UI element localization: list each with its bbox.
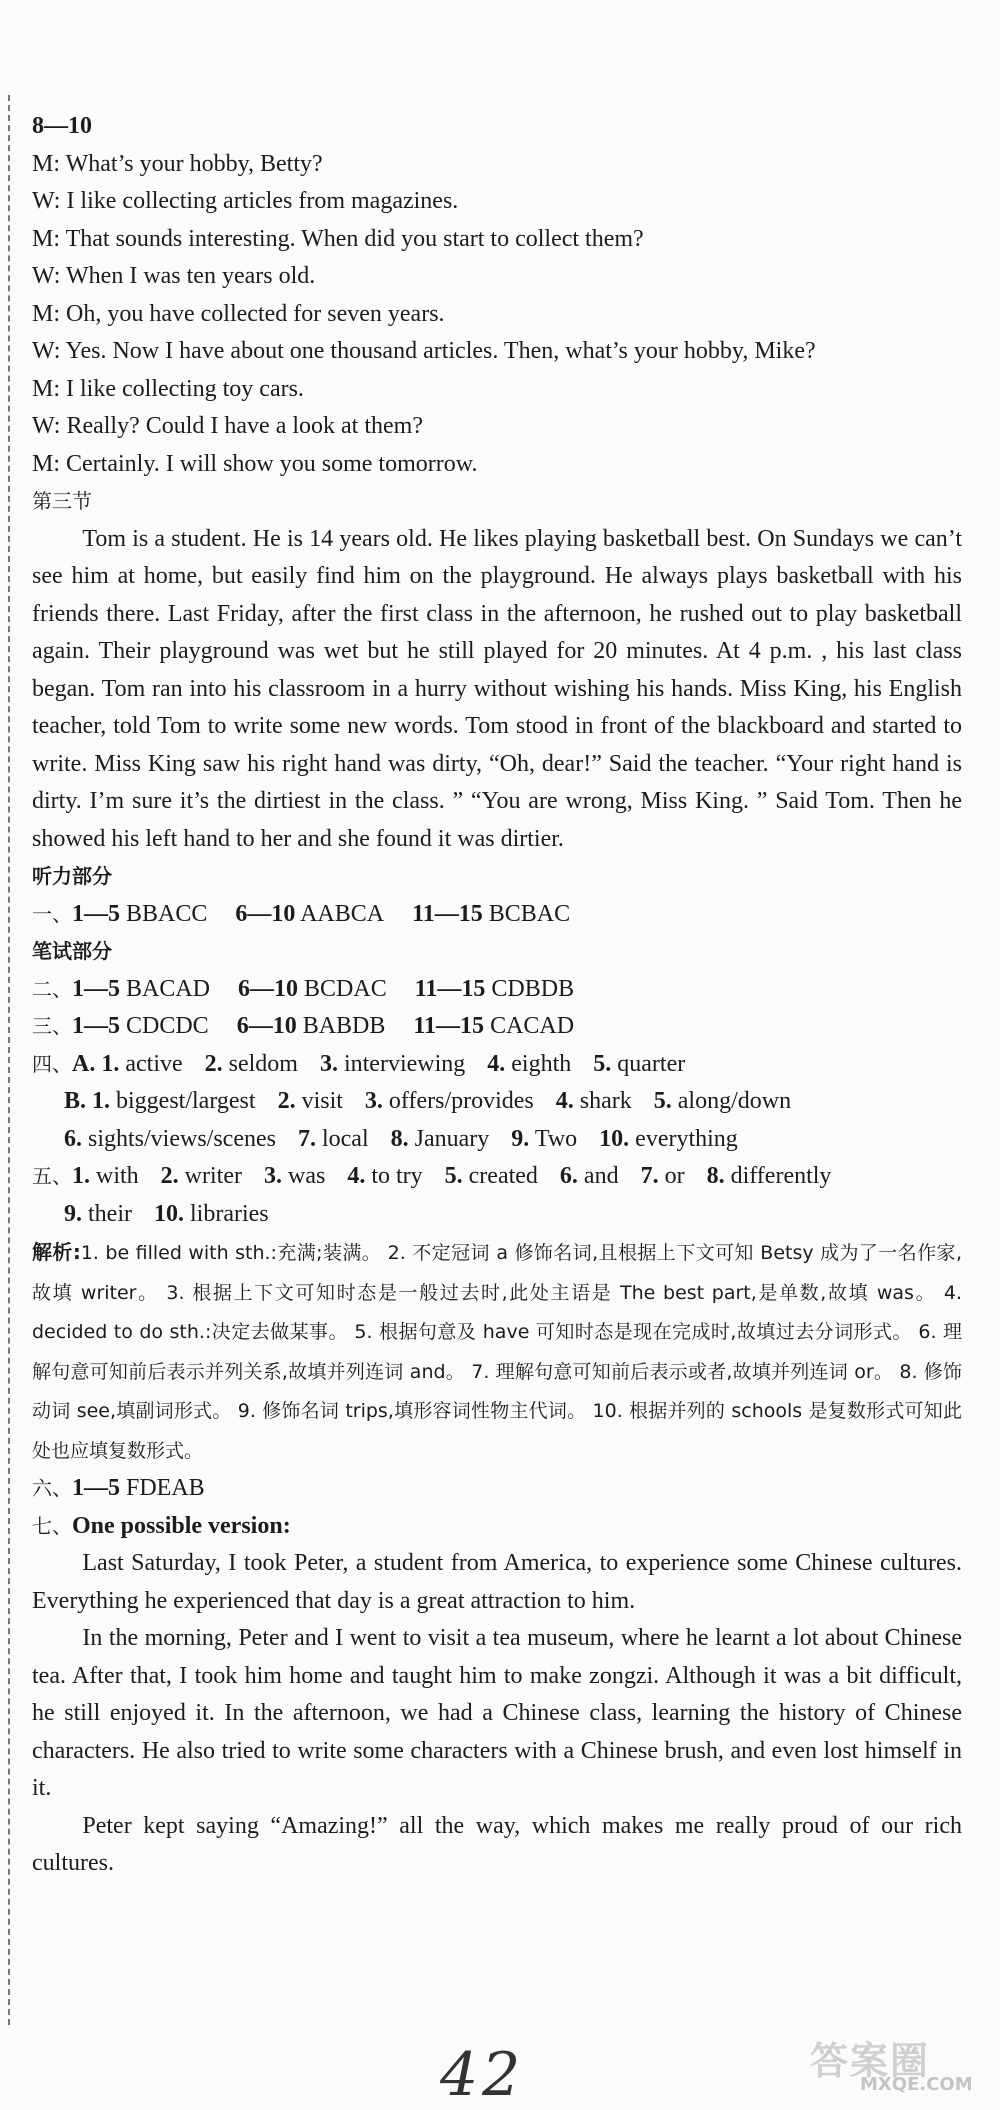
answer-item: 2. visit [277, 1088, 343, 1114]
part4-b-answers: B. 1. biggest/largest 2. visit 3. offers/provides 4. shark 5. along/down [64, 1088, 792, 1114]
binding-margin-line [8, 95, 10, 2025]
answer-item: 6. and [559, 1163, 619, 1189]
part5-answers-cont [32, 1196, 962, 1234]
answer-item: 10. libraries [153, 1200, 269, 1227]
essay-paragraph-1: Last Saturday, I took Peter, a student from America, to experience some Chinese cultures. Everything he experienced that day is a great attraction to him. [32, 1550, 962, 1614]
dialogue-speaker: M: [32, 450, 61, 477]
part4-a-answers: 四、A. 1. active 2. seldom 3. interviewing 4. eighth 5. quarter [32, 1050, 686, 1077]
dialogue-speaker: W: [32, 413, 61, 439]
answer-item: 9. their [64, 1200, 132, 1227]
dialogue-line [32, 146, 962, 184]
analysis-block: 解析:1. be filled with sth.:充满;装满。 2. 不定冠词 a 修饰名词,且根据上下文可知 Betsy 成为了一名作家,故填 writer。 3. 根据上下文可知时态是一般过去时,此处主语是 The best part,是单数,故填 was。 4. decided to do sth.:决定去做某事。 5. 根据句意及 have 可知时态是现在完成时,故填过去分词形式。 6. 理解句意可知前后表示并列关系,故填并列连词 and。 7. 理解句意可知前后表示或者,故填并列连词 or。 8. 修饰动词 see,填副词形式。 9. 修饰名词 trips,填形容词性物主代词。 10. 根据并列的 schools 是复数形式可知此处也应填复数形式。 [32, 1240, 962, 1462]
answer-item: 3. interviewing [319, 1050, 466, 1077]
answer-item: 3. was [263, 1163, 326, 1189]
answer-item: 5. quarter [593, 1050, 686, 1077]
answer-item: 5. along/down [653, 1088, 792, 1114]
dialogue-speaker: W: [32, 338, 61, 364]
answer-item: 4. shark [555, 1088, 632, 1114]
dialogue-speaker: M: [32, 150, 61, 177]
answer-item: 1. with [72, 1163, 139, 1189]
answer-item: 10. everything [599, 1125, 738, 1152]
dialogue-line [32, 446, 962, 484]
answer-item: 1. active [101, 1050, 183, 1077]
part7-heading: 七、One possible version: [32, 1512, 291, 1539]
dialogue-block [32, 146, 962, 484]
part3-answers: 三、1—5 CDCDC 6—10 BABDB 11—15 CACAD [32, 1013, 575, 1039]
answer-item: 5. created [444, 1163, 538, 1189]
dialogue-line [32, 258, 962, 296]
dialogue-text: I like collecting toy cars. [66, 375, 304, 402]
dialogue-line [32, 408, 962, 446]
section3-title: 第三节 [32, 489, 92, 513]
dialogue-line [32, 296, 962, 334]
dialogue-text: That sounds interesting. When did you start to collect them? [65, 225, 644, 252]
answer-item: 8. differently [706, 1163, 832, 1189]
answer-item: 6. sights/views/scenes [64, 1125, 276, 1152]
dialogue-text: I like collecting articles from magazines. [66, 188, 459, 214]
answer-item: 8. January [390, 1125, 490, 1152]
answer-item: 7. or [640, 1163, 685, 1189]
dialogue-heading: 8—10 [32, 113, 92, 139]
answer-item: 9. Two [511, 1125, 578, 1152]
dialogue-speaker: M: [32, 375, 61, 402]
answer-page-content [32, 108, 962, 1883]
answer-item: 2. writer [160, 1163, 242, 1189]
dialogue-text: Yes. Now I have about one thousand articles. Then, what’s your hobby, Mike? [65, 338, 816, 364]
part6-answers: 六、1—5 FDEAB [32, 1475, 205, 1501]
dialogue-speaker: W: [32, 188, 61, 214]
answer-item: 7. local [297, 1125, 369, 1152]
watermark-logo: 答案圈 MXQE.COM [810, 2039, 973, 2095]
part4-b-answers-cont [32, 1121, 962, 1159]
answer-item: 4. to try [347, 1163, 423, 1189]
part5-answers: 五、1. with 2. writer 3. was 4. to try 5. created 6. and 7. or 8. differently [32, 1163, 832, 1189]
answer-item: 2. seldom [204, 1050, 298, 1077]
page-number: 42 [440, 2040, 525, 2110]
dialogue-line [32, 221, 962, 259]
dialogue-text: Certainly. I will show you some tomorrow. [66, 450, 478, 477]
answer-item: 3. offers/provides [364, 1088, 534, 1114]
part2-answers: 二、1—5 BACAD 6—10 BCDAC 11—15 CDBDB [32, 975, 575, 1002]
essay-paragraph-2: In the morning, Peter and I went to visit a tea museum, where he learnt a lot about Chinese tea. After that, I took him home and taught him to make zongzi. Although it was a bit difficult, he still enjoyed it. In the afternoon, we had a Chinese class, learning the history of Chinese characters. He also tried to write some characters with a Chinese brush, and even lost himself in it. [32, 1625, 962, 1801]
dialogue-text: Really? Could I have a look at them? [66, 413, 423, 439]
dialogue-speaker: M: [32, 300, 61, 327]
writing-title: 笔试部分 [32, 939, 112, 963]
dialogue-speaker: M: [32, 225, 61, 252]
essay-paragraph-3: Peter kept saying “Amazing!” all the way, which makes me really proud of our rich cultures. [32, 1812, 962, 1876]
dialogue-line [32, 183, 962, 221]
dialogue-text: When I was ten years old. [66, 263, 316, 289]
dialogue-line [32, 333, 962, 371]
part1-answers: 一、1—5 BBACC 6—10 AABCA 11—15 BCBAC [32, 900, 571, 927]
listening-title: 听力部分 [32, 864, 112, 888]
listening-passage: Tom is a student. He is 14 years old. He likes playing basketball best. On Sundays we can’t see him at home, but easily find him on the playground. He always plays basketball with his friends there. Last Friday, after the first class in the afternoon, he rushed out to play basketball again. Their playground was wet but he still played for 20 minutes. At 4 p.m. , his last class began. Tom ran into his classroom in a hurry without wishing his hands. Miss King, his English teacher, told Tom to write some new words. Tom stood in front of the blackboard and started to write. Miss King saw his right hand was dirty, “Oh, dear!” Said the teacher. “Your right hand is dirty. I’m sure it’s the dirtiest in the class. ” “You are wrong, Miss King. ” Said Tom. Then he showed his left hand to her and she found it was dirtier. [32, 525, 962, 852]
dialogue-line [32, 371, 962, 409]
dialogue-text: What’s your hobby, Betty? [65, 150, 323, 177]
answer-item: 4. eighth [487, 1050, 572, 1077]
dialogue-speaker: W: [32, 263, 61, 289]
answer-item: 1. biggest/largest [92, 1088, 256, 1114]
dialogue-text: Oh, you have collected for seven years. [66, 300, 445, 327]
